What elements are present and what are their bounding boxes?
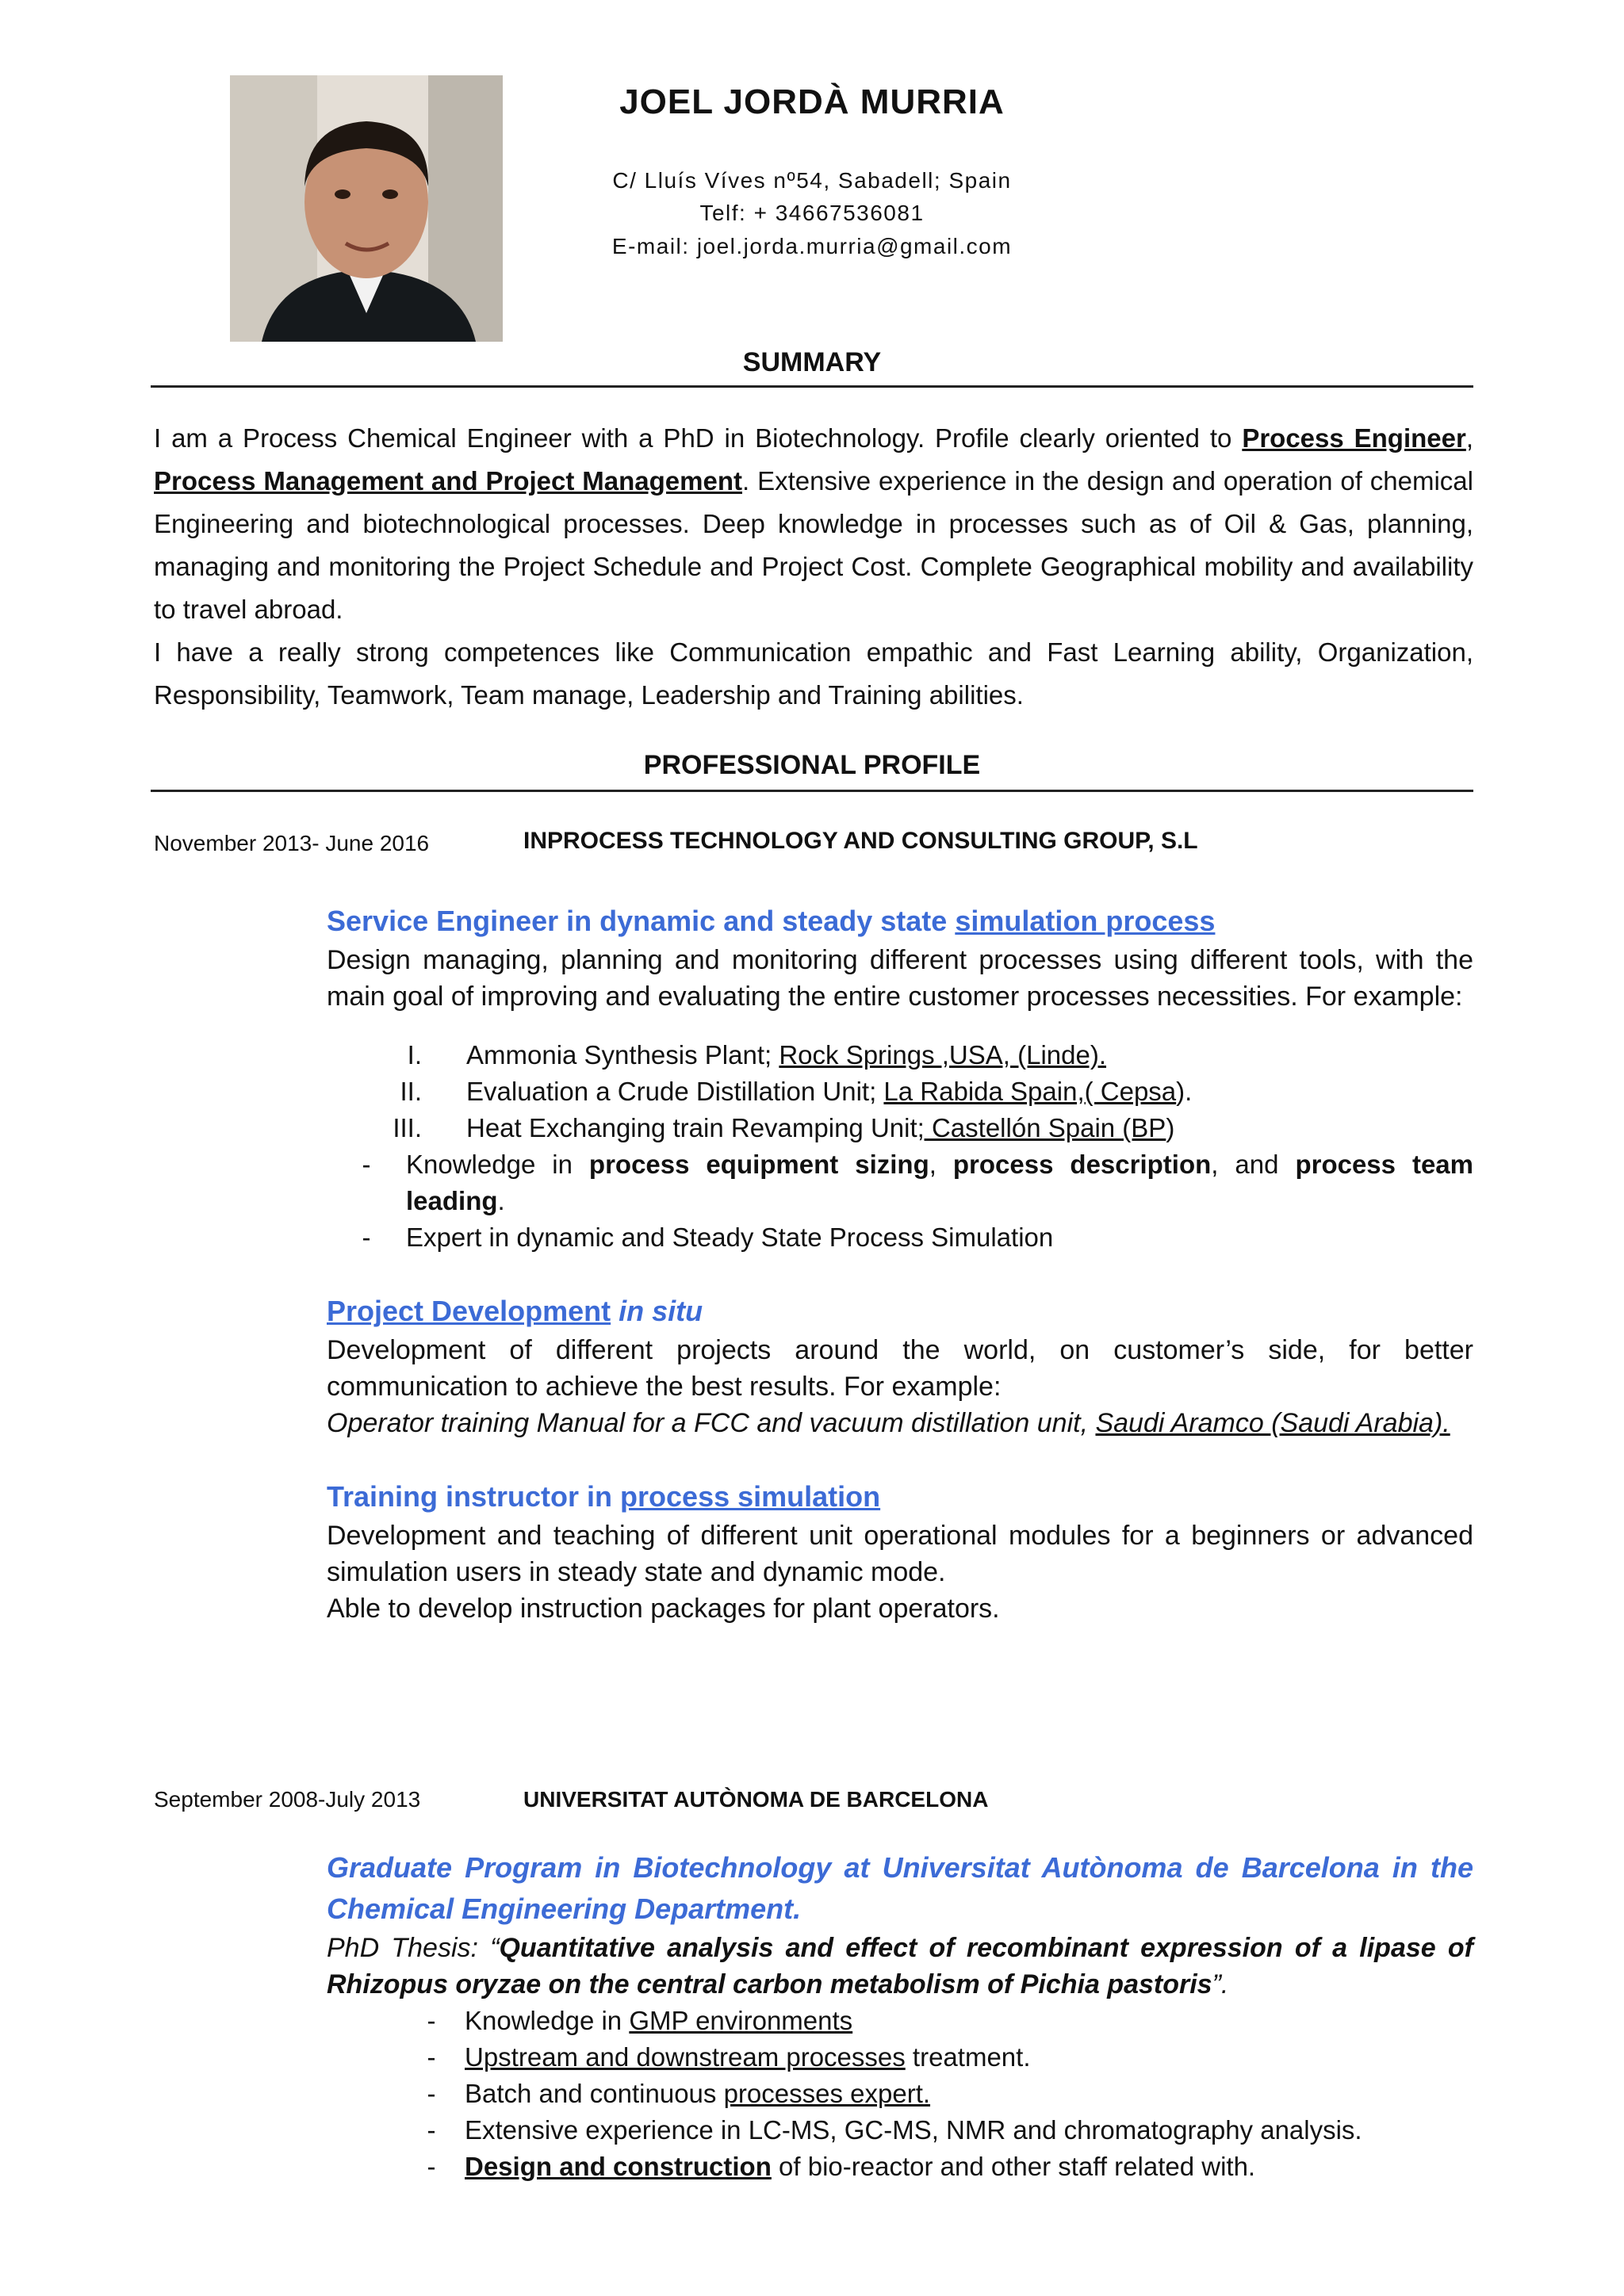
role-description: Able to develop instruction packages for plant operators. xyxy=(327,1594,1000,1624)
role-title: Training instructor in process simulation xyxy=(327,1480,881,1513)
list-item: - Knowledge in GMP environments xyxy=(427,2006,853,2035)
job-dates: September 2008-July 2013 xyxy=(154,1787,421,1812)
list-item: - Knowledge in process equipment sizing, process description, and process team leading. xyxy=(362,1150,1474,1215)
role-description: Design managing, planning and monitoring different processes using different tools, with the main goal of improving and evaluating the entire customer processes necessities. For example: xyxy=(327,945,1473,1012)
job-dates: November 2013- June 2016 xyxy=(154,831,430,855)
summary-paragraph-1: I am a Process Chemical Engineer with a PhD in Biotechnology. Profile clearly oriented to Process Engineer, Process Management and Project Management. Extensive experience in the design and operation of chemical Engineering and biotechnological processes. Deep knowledge in processes such as of Oil & Gas, planning, managing and monitoring the Project Schedule and Project Cost. Complete Geographical mobility and availability to travel abroad. xyxy=(154,423,1474,624)
role-description: Development and teaching of different unit operational modules for a beginners or advanced simulation users in steady state and dynamic mode. xyxy=(327,1521,1473,1587)
list-item: III. Heat Exchanging train Revamping Unit; Castellón Spain (BP) xyxy=(393,1113,1175,1142)
company-name: UNIVERSITAT AUTÒNOMA DE BARCELONA xyxy=(523,1787,989,1812)
list-item: I. Ammonia Synthesis Plant; Rock Springs ,USA, (Linde). xyxy=(407,1040,1107,1070)
list-item: - Upstream and downstream processes treatment. xyxy=(427,2042,1031,2072)
role-example: Operator training Manual for a FCC and vacuum distillation unit, Saudi Aramco (Saudi Arabia). xyxy=(327,1408,1450,1438)
job-1-details xyxy=(327,901,1473,1627)
list-item: - Extensive experience in LC-MS, GC-MS, NMR and chromatography analysis. xyxy=(427,2115,1362,2145)
candidate-name: JOEL JORDÀ MURRIA xyxy=(619,82,1005,121)
role-description: Development of different projects around the world, on customer’s side, for better communication to achieve the best results. For example: xyxy=(327,1335,1473,1402)
summary-title: SUMMARY xyxy=(742,347,882,377)
summary-text xyxy=(154,417,1473,717)
skills-list xyxy=(327,2003,1473,2185)
list-item: - Expert in dynamic and Steady State Process Simulation xyxy=(362,1223,1054,1252)
address: C/ Lluís Víves nº54, Sabadell; Spain xyxy=(612,168,1012,193)
email: E-mail: joel.jorda.murria@gmail.com xyxy=(611,234,1013,258)
profile-photo-image xyxy=(230,75,503,342)
summary-paragraph-2: I have a really strong competences like Communication empathic and Fast Learning ability, Organization, Responsibility, Teamwork, Team manage, Leadership and Training abilities. xyxy=(154,637,1473,710)
list-item: - Design and construction of bio-reactor and other staff related with. xyxy=(427,2152,1256,2181)
profile-title: PROFESSIONAL PROFILE xyxy=(643,750,981,780)
thesis: PhD Thesis: “Quantitative analysis and effect of recombinant expression of a lipase of Rhizopus oryzae on the central carbon metabolism of Pichia pastoris”. xyxy=(327,1933,1473,1999)
list-item: II. Evaluation a Crude Distillation Unit; La Rabida Spain,( Cepsa). xyxy=(400,1077,1193,1106)
role-title: Service Engineer in dynamic and steady state simulation process xyxy=(327,905,1216,937)
phone: Telf: + 34667536081 xyxy=(699,201,925,225)
keyword-process-engineer: Process Engineer xyxy=(1242,423,1466,453)
summary-divider xyxy=(151,385,1473,388)
examples-list xyxy=(327,1037,1473,1256)
keyword-process-management: Process Management and Project Management xyxy=(154,466,742,496)
profile-divider xyxy=(151,790,1473,792)
role-title: Project Development in situ xyxy=(327,1295,703,1327)
list-item: - Batch and continuous processes expert. xyxy=(427,2079,931,2108)
job-2-details xyxy=(327,1847,1473,2185)
role-title: Graduate Program in Biotechnology at Universitat Autònoma de Barcelona in the Chemical Engineering Department. xyxy=(327,1851,1473,1925)
profile-photo xyxy=(230,75,503,342)
company-name: INPROCESS TECHNOLOGY AND CONSULTING GROUP, S.L xyxy=(523,828,1198,854)
